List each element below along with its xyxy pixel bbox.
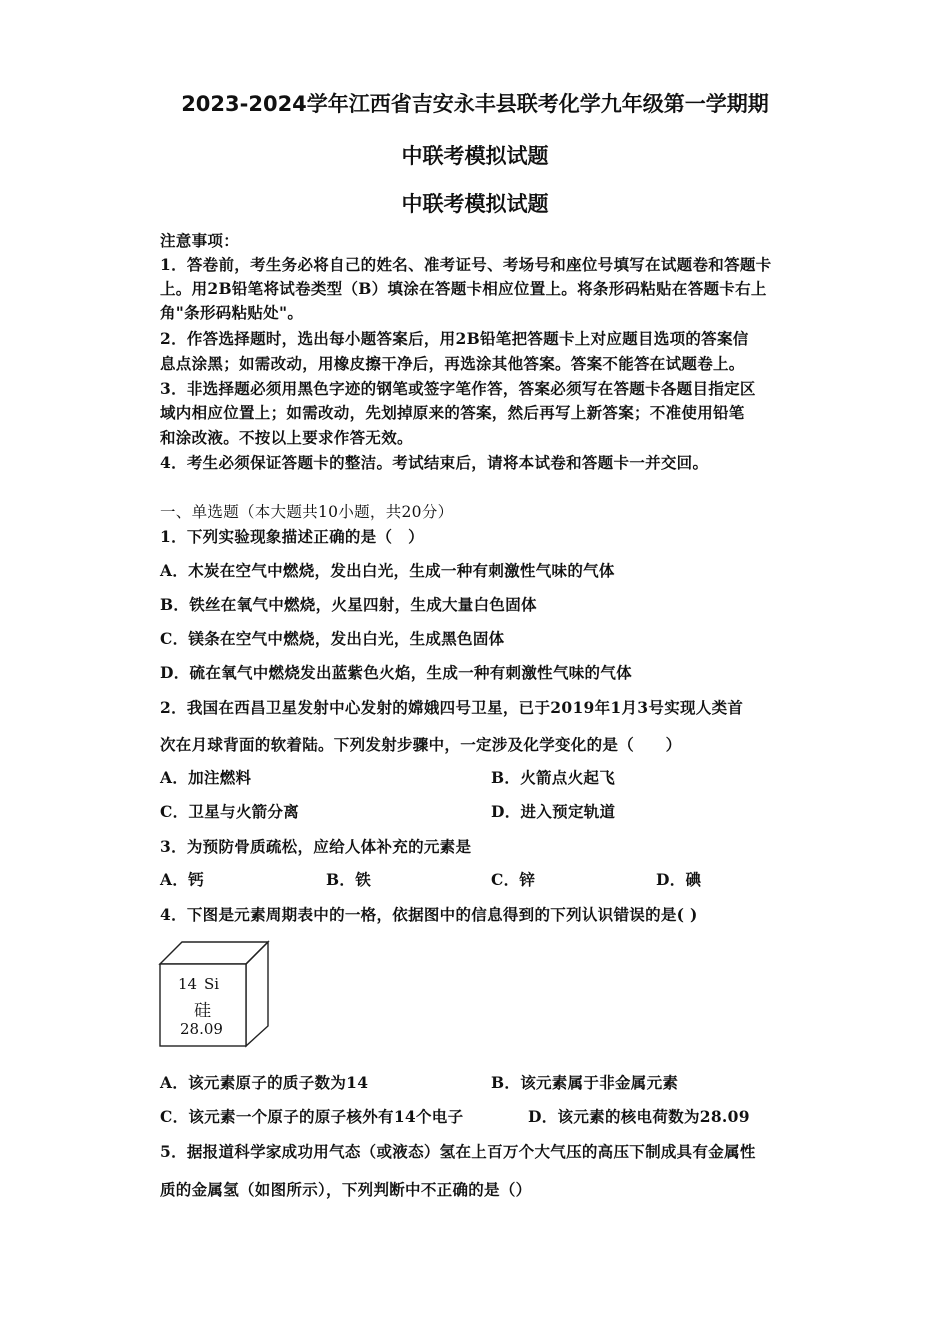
section-heading: 一、单选题（本大题共10小题，共20分）: [160, 503, 454, 521]
q3-option-b: B．铁: [326, 870, 372, 889]
q1-stem: 1．下列实验现象描述正确的是（ ）: [160, 527, 424, 546]
notes-line-4: 2．作答选择题时，选出每小题答案后，用2B铅笔把答题卡上对应题目选项的答案信: [160, 329, 749, 348]
q5-stem-line-2: 质的金属氢（如图所示），下列判断中不正确的是（）: [160, 1180, 532, 1199]
exam-title-line-2: 中联考模拟试题: [401, 144, 549, 168]
q3-option-a: A．钙: [160, 870, 204, 889]
exam-title-line-3: 中联考模拟试题: [401, 192, 549, 216]
element-mass: 28.09: [180, 1020, 223, 1038]
q1-option-d: D．硫在氧气中燃烧发出蓝紫色火焰，生成一种有刺激性气味的气体: [160, 663, 632, 682]
notes-line-1: 1．答卷前，考生务必将自己的姓名、准考证号、考场号和座位号填写在试题卷和答题卡: [160, 255, 772, 274]
q4-stem: 4．下图是元素周期表中的一格，依据图中的信息得到的下列认识错误的是( ): [160, 905, 698, 924]
q3-option-c: C．锌: [491, 870, 536, 889]
notes-line-7: 域内相应位置上；如需改动，先划掉原来的答案，然后再写上新答案；不准使用铅笔: [160, 403, 745, 422]
q4-option-d: D．该元素的核电荷数为28.09: [528, 1107, 750, 1126]
notes-line-6: 3．非选择题必须用黑色字迹的钢笔或签字笔作答，答案必须写在答题卡各题目指定区: [160, 379, 756, 398]
q2-option-a: A．加注燃料: [160, 768, 252, 787]
q2-stem-line-1: 2．我国在西昌卫星发射中心发射的嫦娥四号卫星，已于2019年1月3号实现人类首: [160, 698, 744, 717]
q3-option-d: D．碘: [656, 870, 702, 889]
q2-option-c: C．卫星与火箭分离: [160, 802, 300, 821]
q2-option-b: B．火箭点火起飞: [491, 768, 616, 787]
notes-line-2: 上。用2B铅笔将试卷类型（B）填涂在答题卡相应位置上。将条形码粘贴在答题卡右上: [160, 279, 767, 298]
element-symbol: Si: [204, 975, 220, 993]
notes-line-3: 角"条形码粘贴处"。: [160, 303, 304, 322]
q4-option-a: A．该元素原子的质子数为14: [160, 1073, 369, 1092]
q4-option-b: B．该元素属于非金属元素: [491, 1073, 679, 1092]
q5-stem-line-1: 5．据报道科学家成功用气态（或液态）氢在上百万个大气压的高压下制成具有金属性: [160, 1142, 756, 1161]
q2-option-d: D．进入预定轨道: [491, 802, 616, 821]
q4-option-c: C．该元素一个原子的原子核外有14个电子: [160, 1107, 464, 1126]
q2-stem-line-2: 次在月球背面的软着陆。下列发射步骤中，一定涉及化学变化的是（ ）: [160, 735, 682, 754]
notes-line-9: 4．考生必须保证答题卡的整洁。考试结束后，请将本试卷和答题卡一并交回。: [160, 453, 709, 472]
notes-line-5: 息点涂黑；如需改动，用橡皮擦干净后，再选涂其他答案。答案不能答在试题卷上。: [160, 354, 745, 373]
element-name: 硅: [194, 1001, 211, 1021]
exam-title-line-1: 2023-2024学年江西省吉安永丰县联考化学九年级第一学期期: [181, 92, 769, 116]
notes-line-8: 和涂改液。不按以上要求作答无效。: [160, 428, 413, 447]
q3-stem: 3．为预防骨质疏松，应给人体补充的元素是: [160, 837, 472, 856]
q1-option-b: B．铁丝在氧气中燃烧，火星四射，生成大量白色固体: [160, 595, 537, 614]
periodic-table-cell-figure: [158, 940, 270, 1048]
element-atomic-number: 14: [178, 975, 198, 993]
q1-option-c: C．镁条在空气中燃烧，发出白光，生成黑色固体: [160, 629, 505, 648]
notes-heading: 注意事项：: [160, 231, 240, 250]
q1-option-a: A．木炭在空气中燃烧，发出白光，生成一种有刺激性气味的气体: [160, 561, 615, 580]
